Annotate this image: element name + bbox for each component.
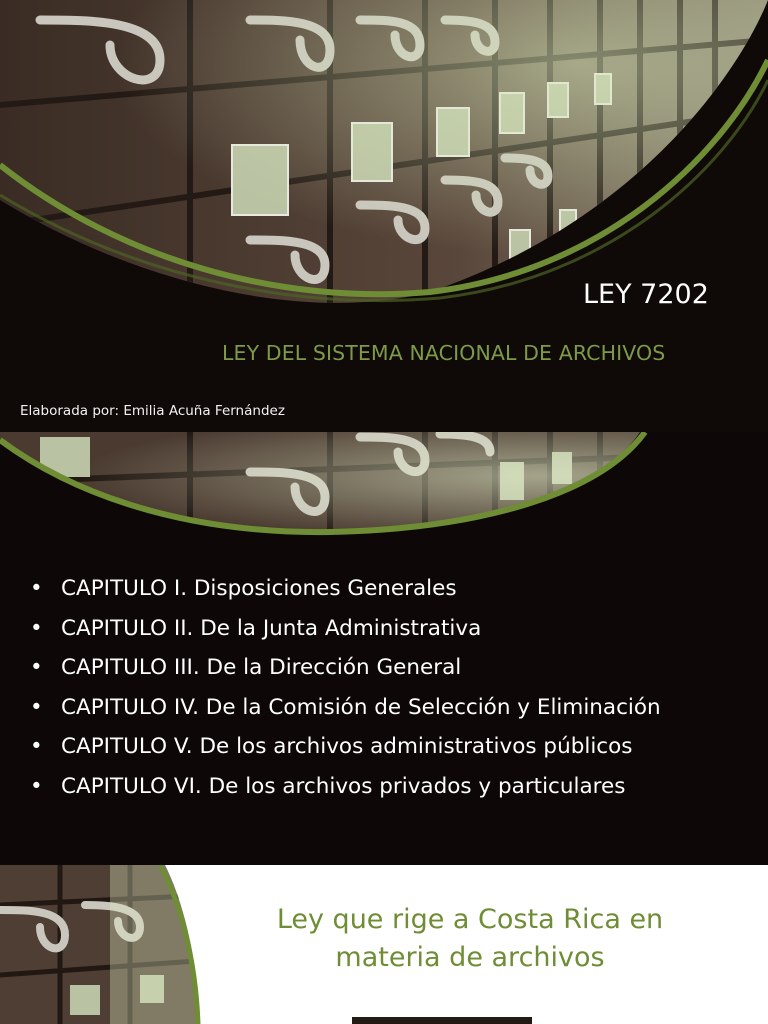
intro-slide [0, 865, 768, 1024]
bullet-icon: • [30, 615, 43, 641]
list-item [30, 767, 661, 807]
chapter-list [30, 569, 661, 807]
list-item [30, 688, 661, 728]
list-item-text: CAPITULO III. De la Dirección General [61, 655, 462, 681]
card-catalog-photo [0, 0, 768, 432]
heading-line: Ley que rige a Costa Rica en [276, 904, 664, 935]
list-item-text: CAPITULO V. De los archivos administrativos públicos [61, 734, 633, 760]
heading-line: materia de archivos [335, 942, 605, 973]
title-slide [0, 0, 768, 432]
slide-title: LEY 7202 [583, 279, 709, 310]
bullet-icon: • [30, 734, 43, 760]
bullet-icon: • [30, 694, 43, 720]
list-item-text: CAPITULO I. Disposiciones Generales [61, 576, 457, 601]
slide-subtitle: LEY DEL SISTEMA NACIONAL DE ARCHIVOS [222, 341, 666, 365]
list-item-text: CAPITULO IV. De la Comisión de Selección y Eliminación [61, 694, 661, 720]
bullet-icon: • [30, 773, 43, 799]
list-item-text: CAPITULO VI. De los archivos privados y particulares [61, 773, 626, 799]
list-item [30, 727, 661, 767]
list-item [30, 648, 661, 688]
slide-heading [220, 901, 720, 977]
list-item-text: CAPITULO II. De la Junta Administrativa [61, 615, 482, 641]
bullet-icon: • [30, 576, 43, 601]
chapters-slide [0, 432, 768, 865]
author-credit: Elaborada por: Emilia Acuña Fernández [20, 403, 285, 419]
photo-edge [352, 1017, 532, 1024]
list-item [30, 609, 661, 649]
bullet-icon: • [30, 655, 43, 681]
list-item [30, 569, 661, 609]
